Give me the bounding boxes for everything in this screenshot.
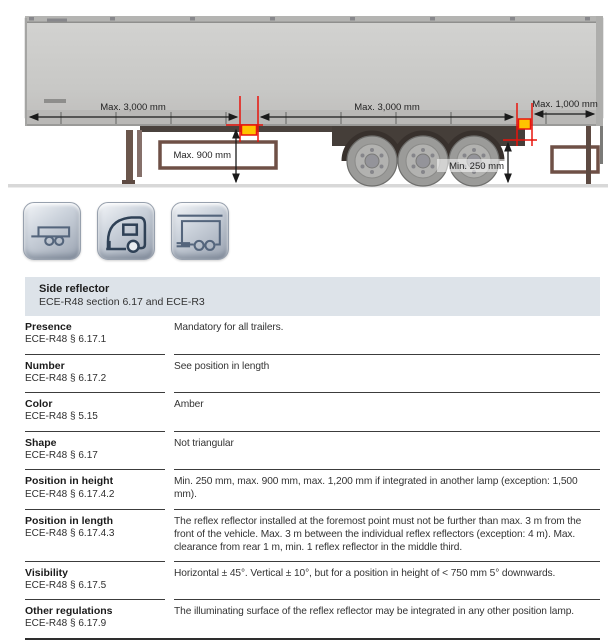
trailer-type-toolbar xyxy=(23,202,229,260)
table-subtitle: ECE-R48 section 6.17 and ECE-R3 xyxy=(39,296,205,309)
flatbed-trailer-button[interactable] xyxy=(23,202,81,260)
row-label: Color xyxy=(25,398,53,411)
row-value: Not triangular xyxy=(174,437,234,449)
table-row xyxy=(25,600,600,640)
dim-height-max-label: Max. 900 mm xyxy=(173,150,231,161)
dim-front-length-label: Max. 3,000 mm xyxy=(100,102,166,113)
row-ref: ECE-R48 § 6.17.5 xyxy=(25,579,107,591)
dim-height-min-label: Min. 250 mm xyxy=(449,161,504,172)
row-value: See position in length xyxy=(174,360,270,372)
row-label: Presence xyxy=(25,320,72,333)
row-label: Position in length xyxy=(25,514,114,527)
dim-mid-length-label: Max. 3,000 mm xyxy=(354,102,420,113)
trailer-diagram xyxy=(0,0,615,197)
row-ref: ECE-R48 § 5.15 xyxy=(25,411,98,423)
row-label: Other regulations xyxy=(25,605,113,618)
row-label: Number xyxy=(25,359,65,372)
spec-table-body xyxy=(25,316,600,640)
row-label: Visibility xyxy=(25,566,68,579)
box-trailer-button[interactable] xyxy=(171,202,229,260)
table-row xyxy=(25,510,600,562)
flatbed-trailer-icon xyxy=(25,204,79,258)
front-reflector xyxy=(242,125,257,135)
table-row xyxy=(25,355,600,394)
row-label: Position in height xyxy=(25,475,114,488)
caravan-trailer-button[interactable] xyxy=(97,202,155,260)
table-row xyxy=(25,562,600,601)
table-row xyxy=(25,470,600,509)
table-row xyxy=(25,316,600,355)
row-value: Amber xyxy=(174,399,204,411)
row-value: Mandatory for all trailers. xyxy=(174,321,284,333)
row-value: Min. 250 mm, max. 900 mm, max. 1,200 mm if integrated in another lamp (exception: 1,500 mm). xyxy=(174,476,578,501)
row-ref: ECE-R48 § 6.17 xyxy=(25,449,98,461)
table-title: Side reflector xyxy=(39,283,110,295)
row-ref: ECE-R48 § 6.17.9 xyxy=(25,618,107,630)
rear-reflector xyxy=(519,119,531,129)
row-value: Horizontal ± 45°. Vertical ± 10°, but for a position in height of < 750 mm 5° downwards. xyxy=(174,567,556,579)
row-ref: ECE-R48 § 6.17.1 xyxy=(25,334,107,346)
dim-rear-length-label: Max. 1,000 mm xyxy=(532,99,598,110)
row-value: The illuminating surface of the reflex reflector may be integrated in any other position lamp. xyxy=(174,606,575,618)
row-ref: ECE-R48 § 6.17.4.2 xyxy=(25,488,115,500)
row-ref: ECE-R48 § 6.17.2 xyxy=(25,372,107,384)
regulation-table xyxy=(25,277,600,640)
table-row xyxy=(25,432,600,471)
row-ref: ECE-R48 § 6.17.4.3 xyxy=(25,527,115,539)
caravan-trailer-icon xyxy=(99,204,153,258)
table-header-band xyxy=(25,277,600,316)
table-row xyxy=(25,393,600,432)
row-value: The reflex reflector installed at the foremost point must not be further than max. 3 m from the front of the vehicle. Max. 3 m between the individual reflex reflectors (exception: 4 m). Max. clearance from rear 1 m, min. 1 reflex reflector in the middle third. xyxy=(174,515,582,553)
ground-line xyxy=(8,184,608,188)
box-trailer-icon xyxy=(173,204,227,258)
row-label: Shape xyxy=(25,436,57,449)
